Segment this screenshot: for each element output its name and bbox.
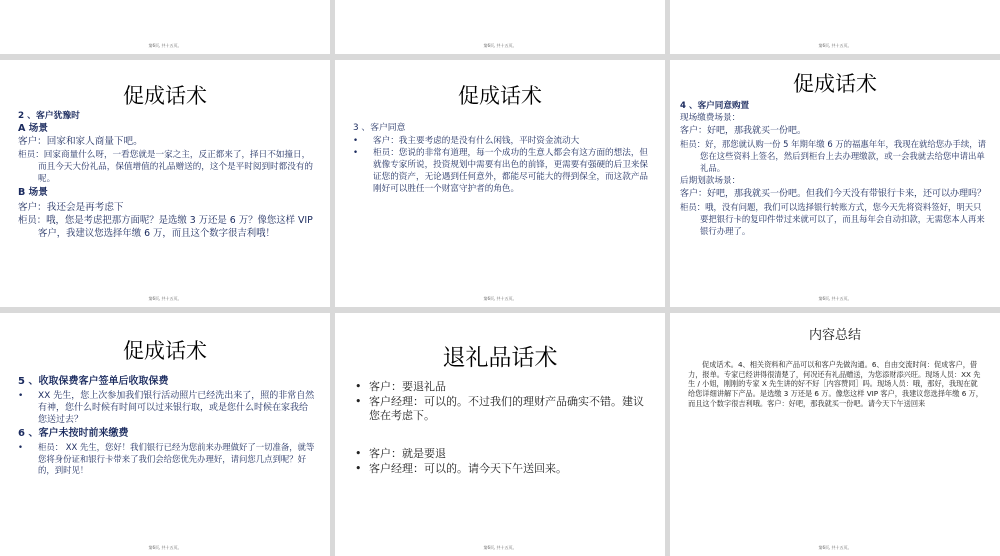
bullet-text: 柜员：您说的非常有道理，每一个成功的生意人都会有这方面的想法，但就像专家所说，投资规划中需要有出色的前锋，更需要有强硬的后卫来保证您的资产，无论遇到任何意外，都能尽可能大的得到保全，而这款产品刚好可以胜任一个财富守护者的角色。: [373, 148, 649, 194]
bullet-icon: •: [18, 442, 23, 452]
bullet-text: 客户：我主要考虑的是没有什么闲钱，平时资金流动大: [373, 136, 580, 146]
slide-title: 促成话术: [458, 84, 542, 108]
section-heading: 3 、客户同意: [353, 123, 406, 133]
dialog-customer: 客户：好吧，那我就买一份吧。: [680, 126, 807, 136]
bullet-item: [18, 390, 316, 426]
bullet-item: [355, 395, 649, 423]
slide-footer: 第6页, 共十五页。: [148, 43, 182, 48]
dialog-customer: 客户：好吧，那我就买一份吧。但我们今天没有带银行卡来，还可以办理吗？: [680, 189, 987, 199]
bullet-text: XX 先生，您上次参加我们银行活动照片已经洗出来了，照的非常自然有神，您什么时候有时间可以过来银行取，或是您什么时候在家我给您送过去？: [38, 391, 315, 425]
slide-footer: 第6页, 共十五页。: [483, 545, 517, 550]
bullet-text: 客户：就是要退: [369, 447, 446, 460]
bullet-icon: •: [355, 395, 362, 408]
slide-persuasion-purchase[interactable]: [670, 60, 1000, 307]
dialog-customer: 客户：我还会是再考虑下: [18, 202, 124, 213]
slide-persuasion-agree[interactable]: [335, 60, 665, 307]
slide-persuasion-payment[interactable]: [0, 313, 330, 556]
dialog-teller: 柜员：哦，没有问题，我们可以选择银行转账方式，您今天先将资料签好，明天只要把银行卡的复印件带过来就可以了，而且每年会自动扣款，无需您本人再来银行办理了。: [680, 201, 985, 236]
bullet-icon: •: [18, 391, 24, 401]
bullet-item: [18, 442, 316, 477]
bullet-text: 客户经理：可以的。请今天下午送回来。: [369, 462, 567, 475]
slide-gift-return[interactable]: [335, 313, 665, 556]
section-heading: 5 、收取保费客户签单后收取保费: [18, 376, 169, 387]
slide-summary[interactable]: [670, 313, 1000, 556]
bullet-icon: •: [355, 462, 362, 475]
dialog-customer: 客户：回家和家人商量下吧。: [18, 136, 143, 147]
slide-footer: 第6页, 共十五页。: [818, 43, 852, 48]
slide-footer: 第6页, 共十五页。: [483, 296, 517, 301]
bullet-icon: •: [355, 380, 362, 393]
bullet-icon: •: [353, 148, 359, 158]
dialog-teller: 柜员：好，那您就认购一份 5 年期年缴 6 万的福惠年年，我现在就给您办手续，请您在这些资料上签名，然后到柜台上去办理缴款，或一会我就去给您申请出单礼品。: [680, 139, 987, 173]
section-heading: 6 、客户未按时前来缴费: [18, 428, 129, 439]
bullet-item: [355, 380, 649, 394]
slide-title: 促成话术: [123, 84, 207, 108]
slide-footer: 第6页, 共十五页。: [818, 545, 852, 550]
bullet-text: 柜员： XX 先生，您好！我们银行已经为您前来办理做好了一切准备，就等您将身份证和银行卡带来了我们会给您优先办理好，请问您几点到呢？好的，到时见！: [38, 442, 315, 475]
scene-label-a: A 场景: [18, 123, 48, 134]
slide-footer: 第6页, 共十五页。: [818, 296, 852, 301]
slide-footer: 第6页, 共十五页。: [148, 296, 182, 301]
scene-label-b: B 场景: [18, 187, 48, 198]
slide-title: 退礼品话术: [442, 345, 558, 371]
bullet-icon: •: [353, 136, 359, 146]
slide-persuasion-hesitate[interactable]: [0, 60, 330, 307]
scene-label: 现场缴费场景：: [680, 113, 741, 123]
slide-thumb-3[interactable]: [670, 0, 1000, 54]
bullet-item: [355, 462, 649, 476]
slide-thumb-2[interactable]: [335, 0, 665, 54]
bullet-icon: •: [355, 447, 362, 460]
bullet-item: [353, 147, 651, 195]
scene-label: 后期划款场景：: [680, 176, 741, 186]
slide-thumb-1[interactable]: [0, 0, 330, 54]
dialog-teller: 柜员：哦，您是考虑把那方面呢？是选缴 3 万还是 6 万？像您这样 VIP 客户，我建议您选择年缴 6 万，而且这个数字很吉利哦！: [18, 215, 313, 239]
dialog-teller: 柜员：回家商量什么呀，一看您就是一家之主，反正都来了，择日不如撞日，而且今天大份礼品，保值增值的礼品赠送的，这个是平时阅到时都没有的呢。: [18, 150, 314, 184]
slide-footer: 第6页, 共十五页。: [483, 43, 517, 48]
summary-body: 促成话术。4、相关资料和产品可以和客户先做沟通。6、自由交流时间：促成客户，借力，报单。专家已经讲得很清楚了，何况还有礼品赠送，为您添财添兴旺。现场人员：XX 先生 / 小姐，刚刚的专家 X 先生讲的好不好［内容赞同］吗。现场人员：哦，那好，我现在就给您详细讲解下产品。是选缴 3 万还是 6 万。像您这样 VIP 客户，我建议您选择年缴 6 万，而且这个数字很吉利哦。客户：好吧，那我就买一份吧。请今天下午送回来: [688, 360, 983, 408]
section-heading: 2 、客户犹豫时: [18, 111, 80, 121]
slide-footer: 第6页, 共十五页。: [148, 545, 182, 550]
bullet-text: 客户：要退礼品: [369, 380, 446, 393]
bullet-item: [353, 135, 651, 147]
bullet-text: 客户经理：可以的。不过我们的理财产品确实不错。建议您在考虑下。: [369, 395, 644, 422]
slide-title: 促成话术: [123, 339, 207, 363]
section-heading: 4 、客户同意购置: [680, 101, 750, 111]
slide-title: 内容总结: [808, 328, 861, 343]
bullet-item: [355, 447, 649, 461]
slide-title: 促成话术: [793, 72, 877, 96]
